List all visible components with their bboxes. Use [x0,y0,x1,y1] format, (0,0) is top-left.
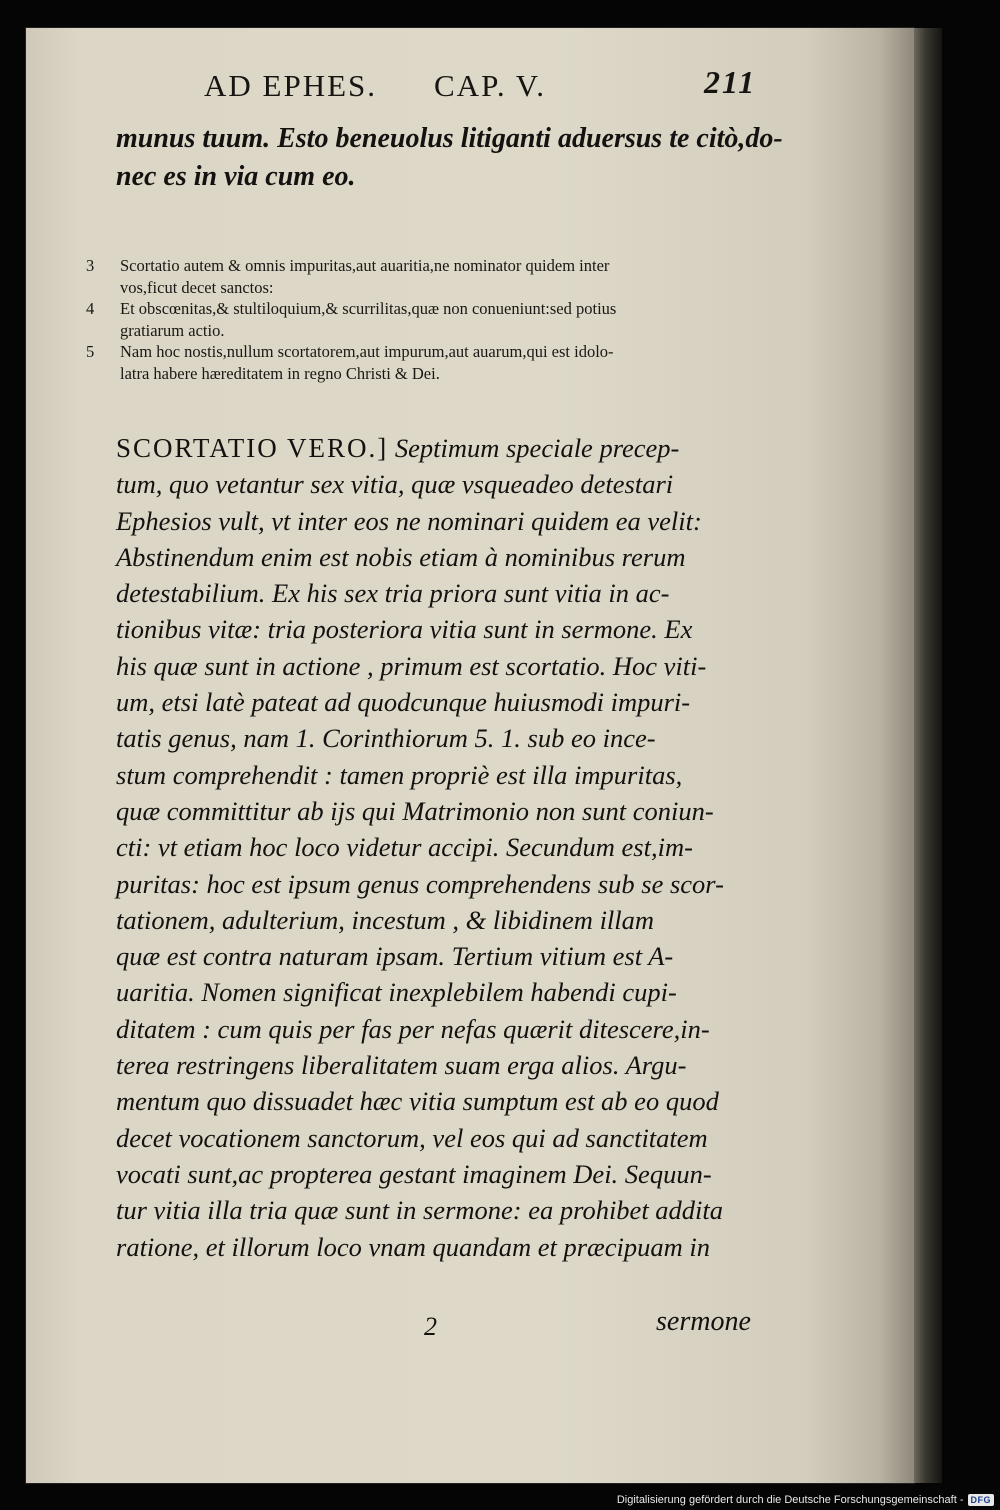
text-line: stum comprehendit : tamen propriè est illa impuritas, [116,759,683,790]
verse-text: gratiarum actio. [120,320,225,340]
verse-line [86,298,786,320]
commentary-first-line [116,430,796,466]
text-line: munus tuum. Esto beneuolus litiganti aduersus te citò,do- [116,123,783,154]
top-text-block [116,120,796,196]
digitization-credit [617,1491,994,1509]
text-line: tationem, adulterium, incestum , & libidinem illam [116,904,655,935]
verse-line [86,341,786,363]
verse-number: 4 [86,299,95,318]
verse-line [86,277,786,299]
verse-text: vos,ficut decet sanctos: [120,277,274,297]
text-line: terea restringens liberalitatem suam erga alios. Argu- [116,1050,687,1081]
running-head [204,64,764,108]
text-line: um, etsi latè pateat ad quodcunque huiusmodi impuri- [116,687,691,718]
text-line: vocati sunt,ac propterea gestant imaginem Dei. Sequun- [116,1158,712,1189]
lemma: SCORTATIO VERO.] [116,433,389,463]
dfg-logo: DFG [968,1494,995,1506]
text-line: ditatem : cum quis per fas per nefas quærit ditescere,in- [116,1013,710,1044]
text-line: nec es in via cum eo. [116,161,356,192]
text-line: tionibus vitæ: tria posteriora vitia sunt in sermone. Ex [116,614,693,645]
page-number: 211 [704,64,757,100]
text-line: cti: vt etiam hoc loco videtur accipi. Secundum est,im- [116,832,693,863]
verse-text: latra habere hæreditatem in regno Christi & Dei. [120,363,440,383]
text-line: tur vitia illa tria quæ sunt in sermone: ea prohibet addita [116,1195,724,1226]
text-line: Abstinendum enim est nobis etiam à nominibus rerum [116,541,686,572]
verse-text: Scortatio autem & omnis impuritas,aut auaritia,ne nominator quidem inter [120,256,610,275]
signature-mark: 2 [424,1312,437,1341]
text-line: his quæ sunt in actione , primum est scortatio. Hoc viti- [116,650,707,681]
text-line: detestabilium. Ex his sex tria priora sunt vitia in ac- [116,578,670,609]
running-head-chapter: CAP. V. [434,68,546,103]
text-line: tatis genus, nam 1. Corinthiorum 5. 1. sub eo ince- [116,723,656,754]
text-line: quæ committitur ab ijs qui Matrimonio non sunt coniun- [116,795,714,826]
text-line: ratione, et illorum loco vnam quandam et præcipuam in [116,1231,710,1262]
text-line: puritas: hoc est ipsum genus comprehendens sub se scor- [116,868,724,899]
text-line: quæ est contra naturam ipsam. Tertium vitium est A- [116,941,674,972]
verse-line [86,363,786,385]
verse-number: 3 [86,256,95,275]
catchword: sermone [656,1306,751,1337]
verse-line [86,320,786,342]
verse-text: Nam hoc nostis,nullum scortatorem,aut impurum,aut auarum,qui est idolo- [120,342,614,361]
credit-text: Digitalisierung gefördert durch die Deutsche Forschungsgemeinschaft - [616,1494,964,1506]
commentary-block [116,430,796,1265]
scripture-verses [86,255,786,384]
verse-line [86,255,786,277]
text-line: decet vocationem sanctorum, vel eos qui ad sanctitatem [116,1122,708,1153]
book-page [26,28,914,1483]
running-head-title: AD EPHES. [204,68,378,103]
text-line: Ephesios vult, vt inter eos ne nominari quidem ea velit: [116,505,702,536]
verse-number: 5 [86,342,95,361]
verse-text: Et obscœnitas,& stultiloquium,& scurrilitas,quæ non conueniunt:sed potius [120,299,617,318]
text-line: Septimum speciale precep- [394,433,680,463]
text-line: mentum quo dissuadet hæc vitia sumptum est ab eo quod [116,1086,719,1117]
page-edge-shadow [914,28,942,1483]
text-line: tum, quo vetantur sex vitia, quæ vsqueadeo detestari [116,469,674,500]
text-line: uaritia. Nomen significat inexplebilem habendi cupi- [116,977,677,1008]
